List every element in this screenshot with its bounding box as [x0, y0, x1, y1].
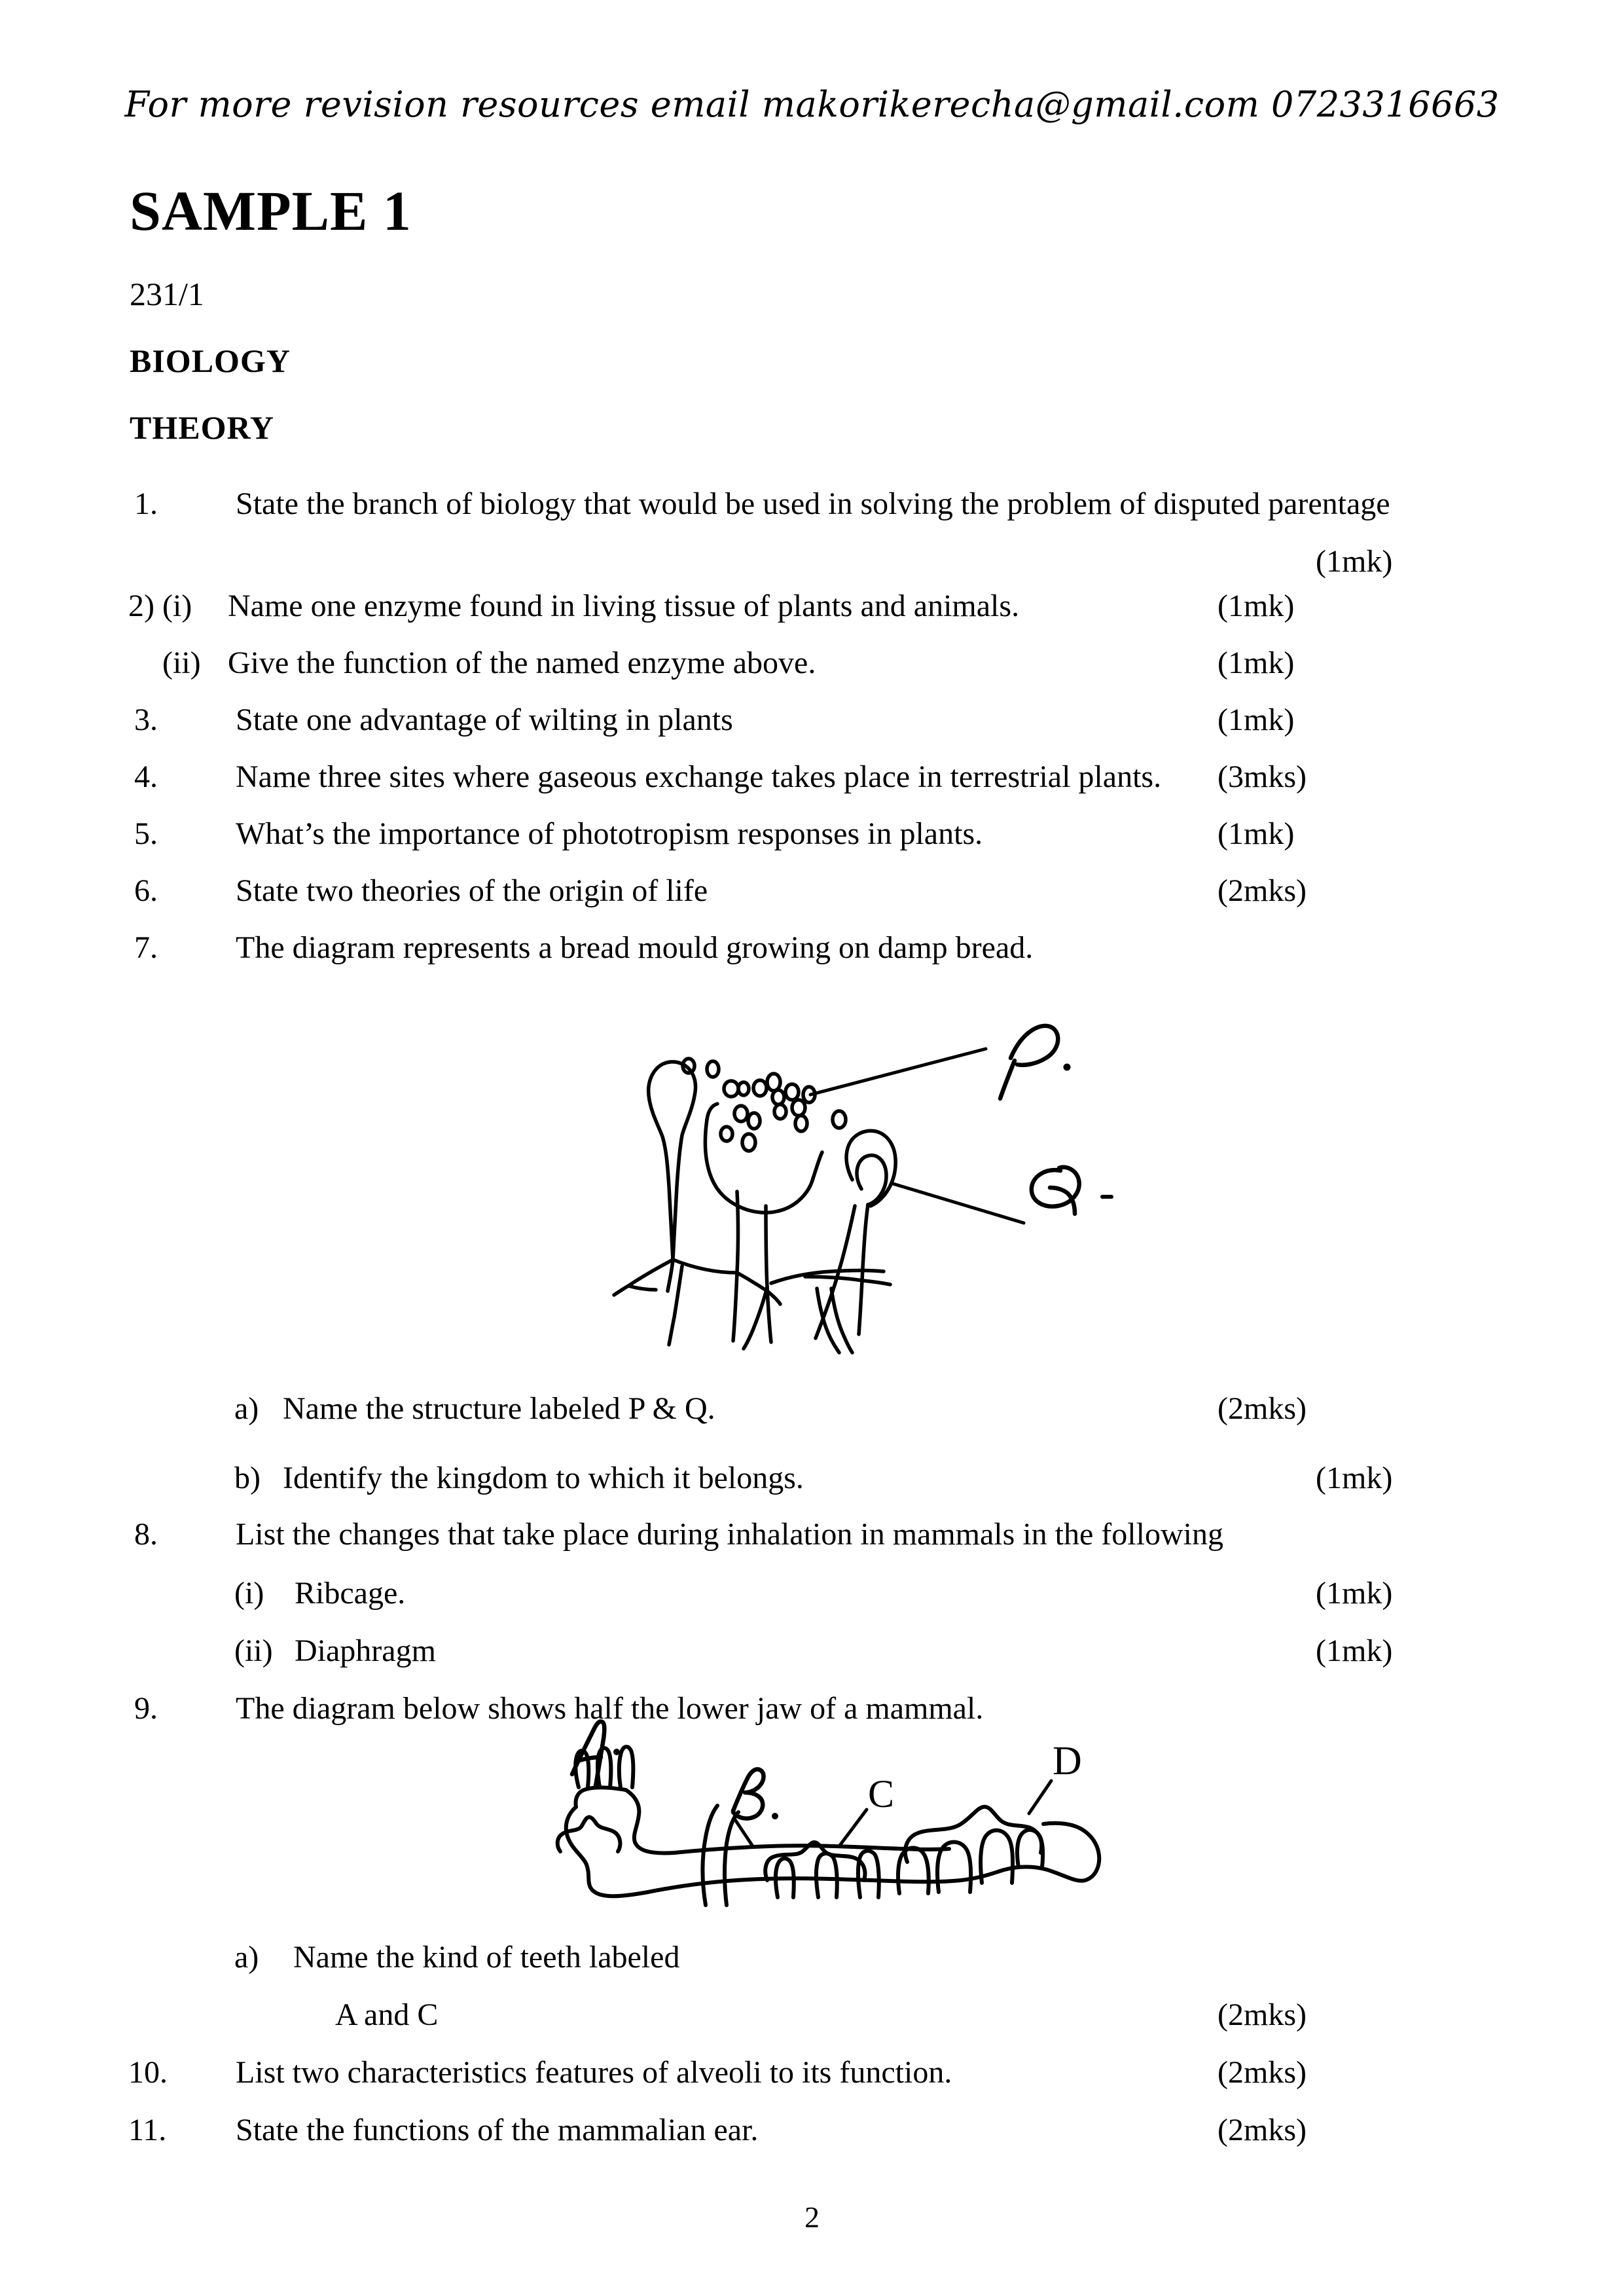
question-text: A and C	[335, 1997, 439, 2032]
question-text: Ribcage.	[295, 1576, 406, 1611]
question-text: The diagram represents a bread mould growing on damp bread.	[236, 930, 1034, 965]
question-number: a)	[234, 1940, 259, 1975]
question-marks: (1mk)	[1316, 1633, 1393, 1668]
question-marks: (3mks)	[1218, 759, 1307, 794]
question-text: State the functions of the mammalian ear.	[236, 2113, 759, 2147]
question-text: State the branch of biology that would be used in solving the problem of disputed parentage	[236, 486, 1390, 521]
question-marks: (2mks)	[1218, 1391, 1307, 1426]
running-header: For more revision resources email makorikerecha@gmail.com 0723316663	[124, 84, 1500, 125]
question-number: 5.	[134, 816, 158, 851]
question-text: List two characteristics features of alveoli to its function.	[236, 2055, 952, 2090]
mammal-jaw-diagram	[537, 1689, 1139, 1918]
question-marks: (1mk)	[1218, 646, 1295, 680]
question-text: Identify the kingdom to which it belongs.	[283, 1461, 804, 1495]
question-marks: (2mks)	[1218, 873, 1307, 908]
subject-label: BIOLOGY	[130, 342, 291, 379]
question-number: 9.	[134, 1691, 158, 1726]
question-number: (ii)	[162, 646, 201, 680]
question-number: 8.	[134, 1517, 158, 1552]
question-text: List the changes that take place during inhalation in mammals in the following	[236, 1517, 1223, 1552]
question-text: Name the kind of teeth labeled	[293, 1940, 680, 1975]
question-marks: (2mks)	[1218, 1997, 1307, 2032]
question-number: 7.	[134, 930, 158, 965]
question-number: b)	[234, 1461, 261, 1495]
svg-text:D: D	[1053, 1739, 1082, 1783]
question-text: What’s the importance of phototropism responses in plants.	[236, 816, 983, 851]
question-marks: (1mk)	[1218, 702, 1295, 737]
question-marks: (1mk)	[1218, 589, 1295, 623]
question-marks: (1mk)	[1218, 816, 1295, 851]
page-number: 2	[804, 2200, 820, 2234]
question-marks: (2mks)	[1218, 2055, 1307, 2090]
question-number: (i)	[234, 1576, 264, 1611]
question-marks: (1mk)	[1316, 1461, 1393, 1495]
paper-code: 231/1	[130, 276, 204, 312]
question-number: 1.	[134, 486, 158, 521]
question-marks: (2mks)	[1218, 2113, 1307, 2147]
bread-mould-diagram	[609, 995, 1146, 1362]
question-text: Diaphragm	[295, 1633, 436, 1668]
paper-type-label: THEORY	[130, 409, 274, 446]
question-text: The diagram below shows half the lower jaw of a mammal.	[236, 1691, 984, 1726]
question-text: Give the function of the named enzyme above.	[228, 646, 816, 680]
question-number: 6.	[134, 873, 158, 908]
question-number: 11.	[128, 2113, 167, 2147]
question-number: 4.	[134, 759, 158, 794]
question-number: (ii)	[234, 1633, 273, 1668]
svg-text:C: C	[868, 1772, 895, 1815]
question-number: 2) (i)	[128, 589, 192, 623]
page-title: SAMPLE 1	[130, 179, 412, 242]
question-text: State two theories of the origin of life	[236, 873, 708, 908]
question-number: a)	[234, 1391, 259, 1426]
question-marks: (1mk)	[1316, 1576, 1393, 1611]
question-number: 3.	[134, 702, 158, 737]
question-number: 10.	[128, 2055, 168, 2090]
question-text: State one advantage of wilting in plants	[236, 702, 733, 737]
question-marks: (1mk)	[1316, 544, 1393, 579]
question-text: Name one enzyme found in living tissue of plants and animals.	[228, 589, 1020, 623]
question-text: Name three sites where gaseous exchange takes place in terrestrial plants.	[236, 759, 1162, 794]
question-text: Name the structure labeled P & Q.	[283, 1391, 715, 1426]
